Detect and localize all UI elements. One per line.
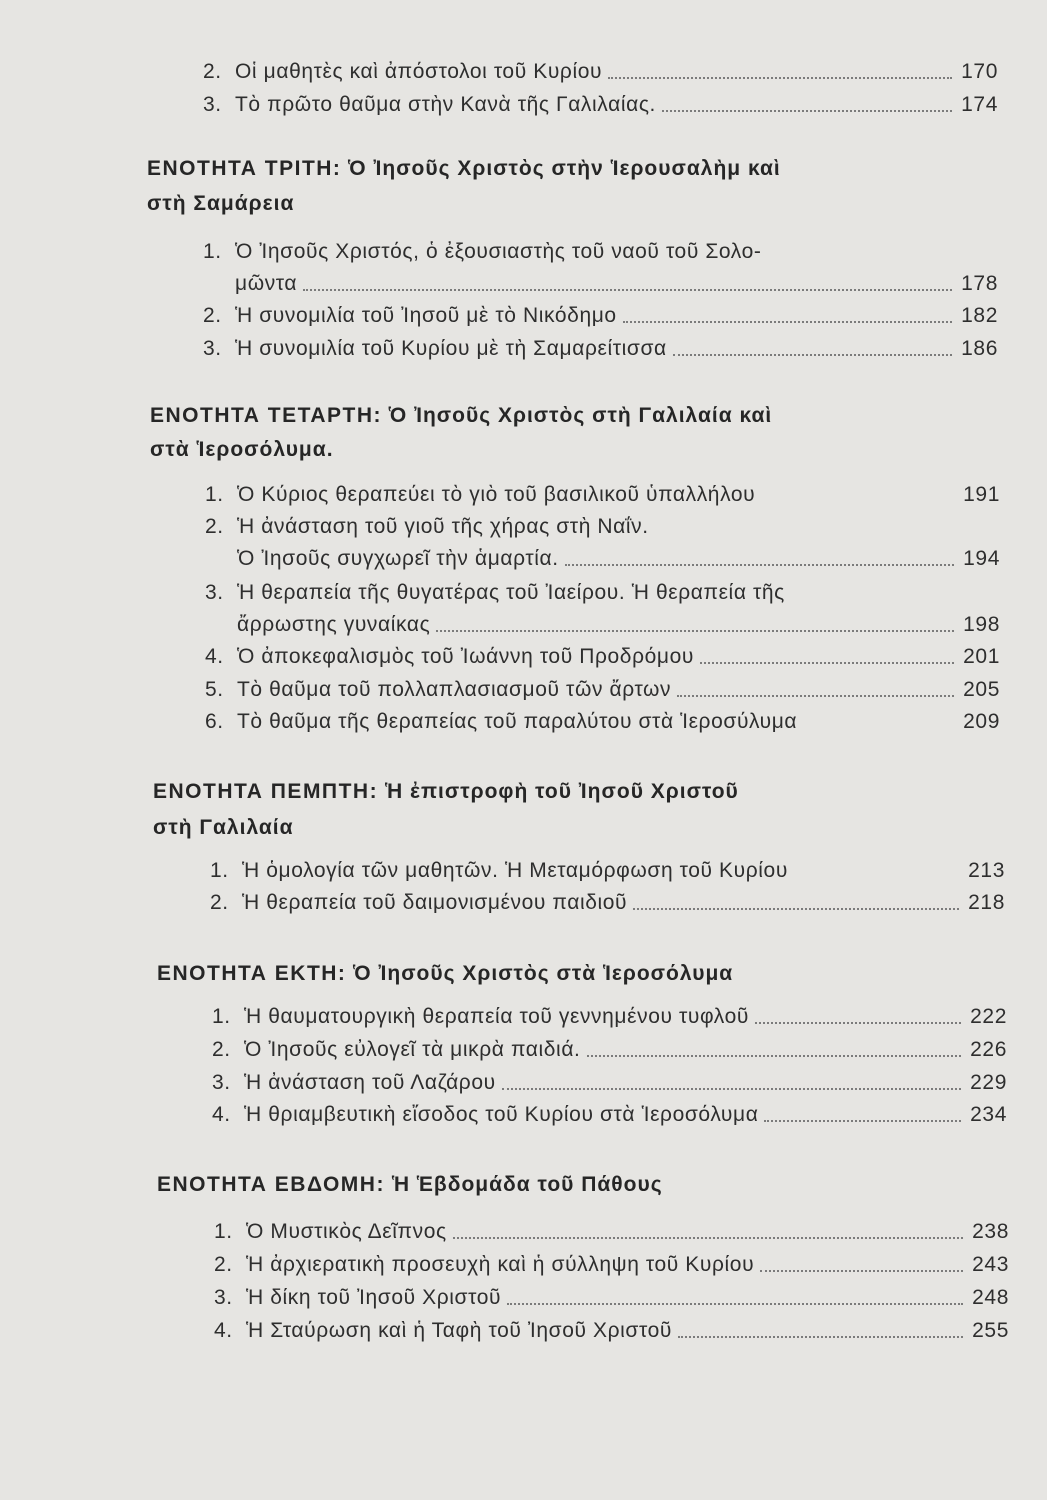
entry-number: 6. bbox=[205, 710, 224, 733]
entry-page-number: 205 bbox=[963, 678, 1000, 701]
section-heading bbox=[157, 1167, 663, 1203]
section-title-line2: στὴ Γαλιλαία bbox=[153, 816, 294, 839]
entry-title: Τὸ πρῶτο θαῦμα στὴν Κανὰ τῆς Γαλιλαίας. bbox=[235, 93, 656, 116]
entry-page-number: 201 bbox=[963, 645, 1000, 668]
entry-title: Ὁ ἀποκεφαλισμὸς τοῦ Ἰωάννη τοῦ Προδρόμου bbox=[237, 645, 694, 668]
entry-page-number: 174 bbox=[961, 93, 998, 116]
toc-entry-continuation[interactable] bbox=[237, 613, 1000, 637]
entry-number: 1. bbox=[205, 483, 224, 506]
toc-entry[interactable] bbox=[214, 1253, 1009, 1277]
entry-number: 3. bbox=[212, 1071, 231, 1094]
section-label: ΕΝΟΤΗΤΑ ΠΕΜΠΤΗ: bbox=[153, 780, 379, 803]
entry-title: Ὁ Ἰησοῦς εὐλογεῖ τὰ μικρὰ παιδιά. bbox=[244, 1038, 581, 1061]
section-heading-cont bbox=[150, 432, 334, 468]
entry-title: Ἡ θριαμβευτικὴ εἴσοδος τοῦ Κυρίου στὰ Ἱεροσόλυμα bbox=[244, 1103, 759, 1126]
section-heading bbox=[153, 774, 739, 810]
toc-entry[interactable] bbox=[205, 678, 1000, 702]
entry-page-number: 178 bbox=[961, 272, 998, 295]
section-label: ΕΝΟΤΗΤΑ ΕΒΔΟΜΗ: bbox=[157, 1173, 385, 1196]
entry-title: Ἡ ἀνάσταση τοῦ Λαζάρου bbox=[244, 1071, 496, 1094]
dot-leader bbox=[507, 1303, 963, 1305]
entry-title: Ὁ Κύριος θεραπεύει τὸ γιὸ τοῦ βασιλικοῦ ὑπαλλήλου bbox=[237, 483, 756, 506]
section-heading-cont bbox=[153, 810, 294, 846]
entry-page-number: 198 bbox=[963, 613, 1000, 636]
entry-page-number: 170 bbox=[961, 60, 998, 83]
dot-leader bbox=[623, 321, 952, 323]
section-heading bbox=[157, 956, 733, 992]
toc-entry[interactable] bbox=[205, 515, 1000, 539]
section-heading bbox=[147, 151, 781, 187]
entry-number: 1. bbox=[214, 1220, 233, 1243]
dot-leader bbox=[453, 1237, 963, 1239]
entry-title: Ἡ θαυματουργικὴ θεραπεία τοῦ γεννημένου τυφλοῦ bbox=[244, 1005, 749, 1028]
dot-leader bbox=[436, 630, 954, 632]
toc-entry[interactable] bbox=[212, 1103, 1007, 1127]
entry-page-number: 222 bbox=[970, 1005, 1007, 1028]
entry-title-cont: ἄρρωστης γυναίκας bbox=[237, 613, 431, 636]
entry-number: 2. bbox=[203, 304, 222, 327]
dot-leader bbox=[700, 662, 954, 664]
dot-leader bbox=[587, 1055, 962, 1057]
entry-number: 4. bbox=[214, 1319, 233, 1342]
dot-leader bbox=[565, 564, 954, 566]
entry-number: 2. bbox=[210, 891, 229, 914]
entry-page-number: 191 bbox=[963, 483, 1000, 506]
entry-number: 4. bbox=[205, 645, 224, 668]
dot-leader bbox=[760, 1270, 963, 1272]
entry-title: Ἡ συνομιλία τοῦ Ἰησοῦ μὲ τὸ Νικόδημο bbox=[235, 304, 617, 327]
section-label: ΕΝΟΤΗΤΑ ΤΡΙΤΗ: bbox=[147, 157, 342, 180]
section-title: Ὁ Ἰησοῦς Χριστὸς στὴν Ἱερουσαλὴμ καὶ bbox=[348, 157, 781, 180]
entry-page-number: 213 bbox=[968, 859, 1005, 882]
toc-entry-continuation[interactable] bbox=[235, 272, 998, 296]
dot-leader bbox=[678, 1336, 963, 1338]
entry-number: 3. bbox=[205, 581, 224, 604]
toc-entry[interactable] bbox=[205, 710, 1000, 734]
entry-number: 2. bbox=[212, 1038, 231, 1061]
toc-entry[interactable] bbox=[205, 581, 1000, 605]
entry-title: Ἡ συνομιλία τοῦ Κυρίου μὲ τὴ Σαμαρείτισσα bbox=[235, 337, 667, 360]
entry-title: Ἡ θεραπεία τοῦ δαιμονισμένου παιδιοῦ bbox=[242, 891, 628, 914]
entry-title: Ἡ ἀνάσταση τοῦ γιοῦ τῆς χήρας στὴ Ναΐν. bbox=[237, 515, 649, 538]
section-title: Ἡ ἐπιστροφὴ τοῦ Ἰησοῦ Χριστοῦ bbox=[384, 780, 739, 803]
section-heading bbox=[150, 398, 772, 434]
entry-page-number: 194 bbox=[963, 547, 1000, 570]
entry-title: Ὁ Ἰησοῦς Χριστός, ὁ ἐξουσιαστὴς τοῦ ναοῦ τοῦ Σολο- bbox=[235, 240, 762, 263]
entry-number: 1. bbox=[212, 1005, 231, 1028]
section-title-line2: στὴ Σαμάρεια bbox=[147, 192, 295, 215]
entry-title: Ἡ δίκη τοῦ Ἰησοῦ Χριστοῦ bbox=[246, 1286, 502, 1309]
toc-entry[interactable] bbox=[205, 483, 1000, 507]
entry-number: 3. bbox=[203, 93, 222, 116]
toc-entry-continuation[interactable] bbox=[237, 547, 1000, 571]
dot-leader bbox=[662, 110, 952, 112]
toc-entry[interactable] bbox=[210, 891, 1005, 915]
entry-page-number: 243 bbox=[972, 1253, 1009, 1276]
entry-number: 2. bbox=[205, 515, 224, 538]
entry-number: 5. bbox=[205, 678, 224, 701]
dot-leader bbox=[303, 289, 952, 291]
section-title: Ὁ Ἰησοῦς Χριστὸς στὴ Γαλιλαία καὶ bbox=[388, 404, 773, 427]
entry-page-number: 238 bbox=[972, 1220, 1009, 1243]
entry-number: 3. bbox=[214, 1286, 233, 1309]
entry-page-number: 248 bbox=[972, 1286, 1009, 1309]
section-title-line2: στὰ Ἱεροσόλυμα. bbox=[150, 438, 334, 461]
entry-number: 2. bbox=[203, 60, 222, 83]
toc-entry[interactable] bbox=[212, 1005, 1007, 1029]
entry-title: Τὸ θαῦμα τῆς θεραπείας τοῦ παραλύτου στὰ Ἱεροσύλυμα bbox=[237, 710, 798, 733]
entry-title: Ἡ ὁμολογία τῶν μαθητῶν. Ἡ Μεταμόρφωση τοῦ Κυρίου bbox=[242, 859, 788, 882]
entry-number: 1. bbox=[210, 859, 229, 882]
entry-title: Οἱ μαθητὲς καὶ ἀπόστολοι τοῦ Κυρίου bbox=[235, 60, 603, 83]
toc-entry[interactable] bbox=[205, 645, 1000, 669]
entry-number: 2. bbox=[214, 1253, 233, 1276]
section-label: ΕΝΟΤΗΤΑ ΕΚΤΗ: bbox=[157, 962, 347, 985]
dot-leader bbox=[673, 354, 952, 356]
dot-leader bbox=[633, 908, 959, 910]
entry-page-number: 209 bbox=[963, 710, 1000, 733]
entry-number: 1. bbox=[203, 240, 222, 263]
toc-entry[interactable] bbox=[203, 60, 998, 84]
entry-title: Τὸ θαῦμα τοῦ πολλαπλασιασμοῦ τῶν ἄρτων bbox=[237, 678, 672, 701]
dot-leader bbox=[608, 77, 952, 79]
entry-title: Ἡ Σταύρωση καὶ ἡ Ταφὴ τοῦ Ἰησοῦ Χριστοῦ bbox=[246, 1319, 672, 1342]
dot-leader bbox=[502, 1088, 961, 1090]
toc-entry[interactable] bbox=[214, 1286, 1009, 1310]
entry-title: Ἡ ἀρχιερατικὴ προσευχὴ καὶ ἡ σύλληψη τοῦ Κυρίου bbox=[246, 1253, 755, 1276]
entry-page-number: 255 bbox=[972, 1319, 1009, 1342]
dot-leader bbox=[755, 1022, 961, 1024]
toc-entry[interactable] bbox=[203, 337, 998, 361]
toc-entry[interactable] bbox=[212, 1038, 1007, 1062]
entry-title-cont: μῶντα bbox=[235, 272, 298, 295]
entry-title: Ἡ θεραπεία τῆς θυγατέρας τοῦ Ἰαείρου. Ἡ θεραπεία τῆς bbox=[237, 581, 785, 604]
section-label: ΕΝΟΤΗΤΑ ΤΕΤΑΡΤΗ: bbox=[150, 404, 383, 427]
toc-entry[interactable] bbox=[203, 93, 998, 117]
section-title: Ἡ Ἑβδομάδα τοῦ Πάθους bbox=[391, 1173, 663, 1196]
entry-page-number: 182 bbox=[961, 304, 998, 327]
entry-number: 4. bbox=[212, 1103, 231, 1126]
entry-number: 3. bbox=[203, 337, 222, 360]
toc-entry[interactable] bbox=[214, 1220, 1009, 1244]
entry-title: Ὁ Μυστικὸς Δεῖπνος bbox=[246, 1220, 447, 1243]
section-title: Ὁ Ἰησοῦς Χριστὸς στὰ Ἱεροσόλυμα bbox=[353, 962, 734, 985]
toc-entry[interactable] bbox=[203, 304, 998, 328]
entry-page-number: 186 bbox=[961, 337, 998, 360]
entry-title-cont: Ὁ Ἰησοῦς συγχωρεῖ τὴν ἁμαρτία. bbox=[237, 547, 559, 570]
entry-page-number: 218 bbox=[968, 891, 1005, 914]
toc-entry[interactable] bbox=[214, 1319, 1009, 1343]
dot-leader bbox=[677, 695, 954, 697]
toc-entry[interactable] bbox=[212, 1071, 1007, 1095]
section-heading-cont bbox=[147, 186, 294, 222]
entry-page-number: 234 bbox=[970, 1103, 1007, 1126]
entry-page-number: 229 bbox=[970, 1071, 1007, 1094]
entry-page-number: 226 bbox=[970, 1038, 1007, 1061]
dot-leader bbox=[764, 1120, 961, 1122]
toc-entry[interactable] bbox=[210, 859, 1005, 883]
toc-entry[interactable] bbox=[203, 240, 998, 264]
